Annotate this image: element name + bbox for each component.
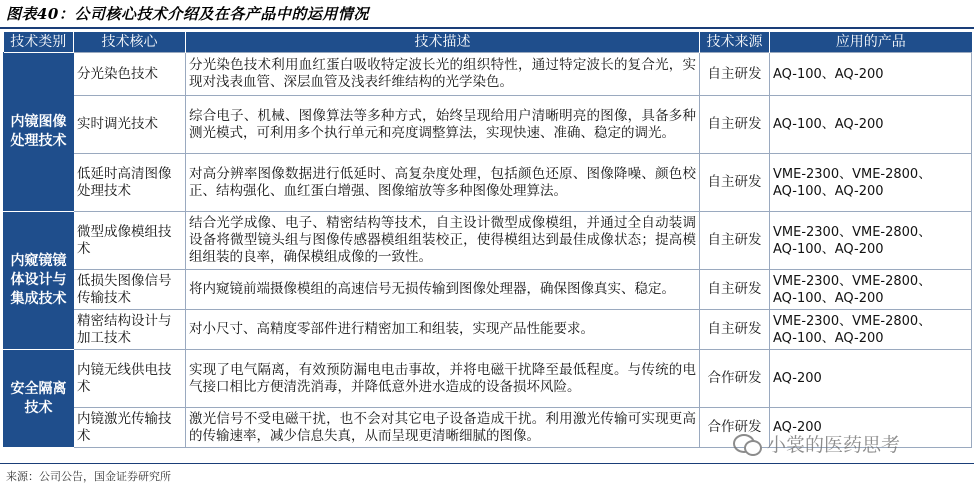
core-cell: 低损失图像信号传输技术 <box>74 270 186 310</box>
category-cell: 内窥镜镜体设计与集成技术 <box>4 212 74 350</box>
product-line: AQ-100、AQ-200 <box>773 117 884 132</box>
product-line: AQ-100、AQ-200 <box>773 241 884 257</box>
table-row <box>4 310 972 350</box>
source-cell: 自主研发 <box>700 270 770 310</box>
core-cell: 分光染色技术 <box>74 53 186 96</box>
source-cell: 合作研发 <box>700 408 770 448</box>
product-line: AQ-100、AQ-200 <box>773 330 884 346</box>
watermark <box>733 430 900 457</box>
product-line: AQ-100、AQ-200 <box>773 290 884 306</box>
product-line: AQ-100、AQ-200 <box>773 183 884 199</box>
core-technology-table <box>3 32 972 448</box>
watermark-text: 小裳的医药思考 <box>767 434 901 456</box>
source-cell: 合作研发 <box>700 350 770 408</box>
description-cell: 实现了电气隔离，有效预防漏电电击事故，并将电磁干扰降至最低程度。与传统的电气接口相比方便清洗消毒，并降低意外进水造成的设备损坏风险。 <box>186 350 700 408</box>
source-rule <box>0 463 974 464</box>
table-row <box>4 53 972 96</box>
title-rule <box>0 27 974 29</box>
description-cell: 将内窥镜前端摄像模组的高速信号无损传输到图像处理器，确保图像真实、稳定。 <box>186 270 700 310</box>
table-row <box>4 270 972 310</box>
description-cell: 激光信号不受电磁干扰，也不会对其它电子设备造成干扰。利用激光传输可实现更高的传输速率，减少信息失真，从而呈现更清晰细腻的图像。 <box>186 408 700 448</box>
core-cell: 低延时高清图像处理技术 <box>74 154 186 212</box>
core-cell: 内镜激光传输技术 <box>74 408 186 448</box>
header-description: 技术描述 <box>186 32 700 53</box>
product-line: AQ-100、AQ-200 <box>773 66 884 82</box>
table-row <box>4 96 972 154</box>
source-note: 来源：公司公告，国金证券研究所 <box>6 470 171 483</box>
product-line: VME-2300、VME-2800、 <box>773 273 932 289</box>
source-cell: 自主研发 <box>700 310 770 350</box>
products-cell <box>770 350 972 408</box>
wechat-icon <box>733 432 761 456</box>
core-cell: 微型成像模组技术 <box>74 212 186 270</box>
core-cell: 精密结构设计与加工技术 <box>74 310 186 350</box>
header-source: 技术来源 <box>700 32 770 53</box>
header-category: 技术类别 <box>4 32 74 53</box>
description-cell: 对高分辨率图像数据进行低延时、高复杂度处理，包括颜色还原、图像降噪、颜色校正、结构强化、血红蛋白增强、图像缩放等多种图像处理算法。 <box>186 154 700 212</box>
category-cell: 内镜图像处理技术 <box>4 53 74 212</box>
product-line: VME-2300、VME-2800、 <box>773 224 932 240</box>
header-core: 技术核心 <box>74 32 186 53</box>
products-cell <box>770 154 972 212</box>
source-cell: 自主研发 <box>700 154 770 212</box>
products-cell <box>770 212 972 270</box>
core-cell: 实时调光技术 <box>74 96 186 154</box>
products-cell <box>770 310 972 350</box>
description-cell: 对小尺寸、高精度零部件进行精密加工和组装，实现产品性能要求。 <box>186 310 700 350</box>
description-cell: 结合光学成像、电子、精密结构等技术，自主设计微型成像模组，并通过全自动装调设备将微型镜头组与图像传感器模组组装校正，使得模组达到最佳成像状态；提高模组组装的良率，确保模组成像的一致性。 <box>186 212 700 270</box>
description-cell: 分光染色技术利用血红蛋白吸收特定波长光的组织特性，通过特定波长的复合光，实现对浅表血管、深层血管及浅表纤维结构的光学染色。 <box>186 53 700 96</box>
table-header-row <box>4 32 972 53</box>
products-cell <box>770 96 972 154</box>
products-cell <box>770 270 972 310</box>
table-row <box>4 350 972 408</box>
source-cell: 自主研发 <box>700 212 770 270</box>
product-line: VME-2300、VME-2800、 <box>773 166 932 182</box>
figure-title: 图表40：公司核心技术介绍及在各产品中的运用情况 <box>6 5 369 23</box>
product-line: AQ-200 <box>773 371 822 386</box>
source-cell: 自主研发 <box>700 53 770 96</box>
description-cell: 综合电子、机械、图像算法等多种方式，始终呈现给用户清晰明亮的图像，具备多种测光模式，可利用多个执行单元和亮度调整算法，实现快速、准确、稳定的调光。 <box>186 96 700 154</box>
table-row <box>4 212 972 270</box>
products-cell <box>770 53 972 96</box>
table-row <box>4 154 972 212</box>
core-cell: 内镜无线供电技术 <box>74 350 186 408</box>
product-line: AQ-200 <box>773 420 822 435</box>
source-cell: 自主研发 <box>700 96 770 154</box>
category-cell: 安全隔离技术 <box>4 350 74 448</box>
header-products: 应用的产品 <box>770 32 972 53</box>
product-line: VME-2300、VME-2800、 <box>773 313 932 329</box>
